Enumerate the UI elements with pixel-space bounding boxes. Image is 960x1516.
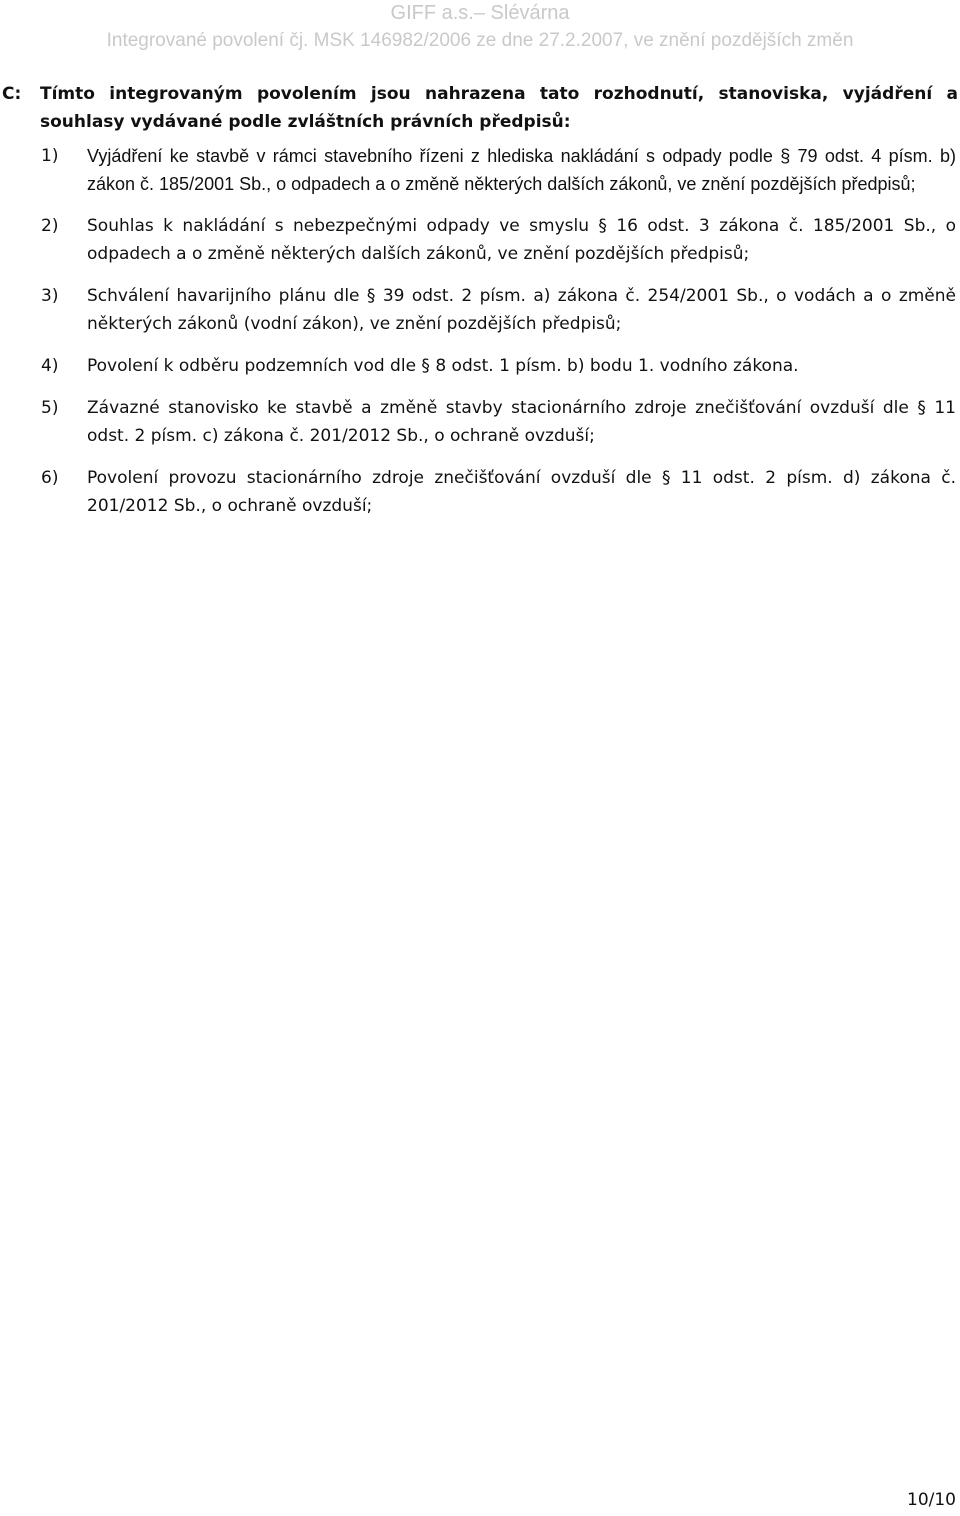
section-c (0, 80, 958, 534)
item-text: Vyjádření ke stavbě v rámci stavebního řízeni z hlediska nakládání s odpady podle § 79 odst. 4 písm. b) zákon č. 185/2001 Sb., o odpadech a o změně některých dalších zákonů, ve znění pozdějších předpisů; (87, 146, 956, 194)
item-text: Závazné stanovisko ke stavbě a změně stavby stacionárního zdroje znečišťování ovzduší dle § 11 odst. 2 písm. c) zákona č. 201/2012 Sb., o ochraně ovzduší; (87, 398, 956, 446)
list-item (0, 464, 958, 520)
item-text: Schválení havarijního plánu dle § 39 odst. 2 písm. a) zákona č. 254/2001 Sb., o vodách a o změně některých zákonů (vodní zákon), ve znění pozdějších předpisů; (87, 286, 956, 334)
item-number: 2) (41, 216, 59, 236)
section-heading (0, 80, 958, 136)
item-number: 6) (41, 468, 59, 488)
page-header (0, 0, 960, 54)
header-company: GIFF a.s.– Slévárna (390, 2, 570, 24)
list-item (0, 142, 958, 198)
header-subtitle: Integrované povolení čj. MSK 146982/2006 ze dne 27.2.2007, ve znění pozdějších změn (106, 30, 854, 51)
item-text: Souhlas k nakládání s nebezpečnými odpady ve smyslu § 16 odst. 3 zákona č. 185/2001 Sb., o odpadech a o změně některých dalších zákonů, ve znění pozdějších předpisů; (87, 216, 956, 264)
item-text: Povolení provozu stacionárního zdroje znečišťování ovzduší dle § 11 odst. 2 písm. d) zákona č. 201/2012 Sb., o ochraně ovzduší; (87, 468, 956, 516)
section-title: Tímto integrovaným povolením jsou nahrazena tato rozhodnutí, stanoviska, vyjádření a souhlasy vydávané podle zvláštních právních předpisů: (40, 84, 958, 132)
list-item (0, 394, 958, 450)
item-number: 1) (41, 146, 59, 166)
page-number: 10/10 (907, 1490, 956, 1510)
item-list (0, 142, 958, 520)
item-text: Povolení k odběru podzemních vod dle § 8 odst. 1 písm. b) bodu 1. vodního zákona. (87, 356, 799, 376)
list-item (0, 282, 958, 338)
item-number: 4) (41, 356, 59, 376)
list-item (0, 212, 958, 268)
section-letter: C: (2, 84, 22, 104)
item-number: 5) (41, 398, 59, 418)
item-number: 3) (41, 286, 59, 306)
list-item (0, 352, 958, 380)
